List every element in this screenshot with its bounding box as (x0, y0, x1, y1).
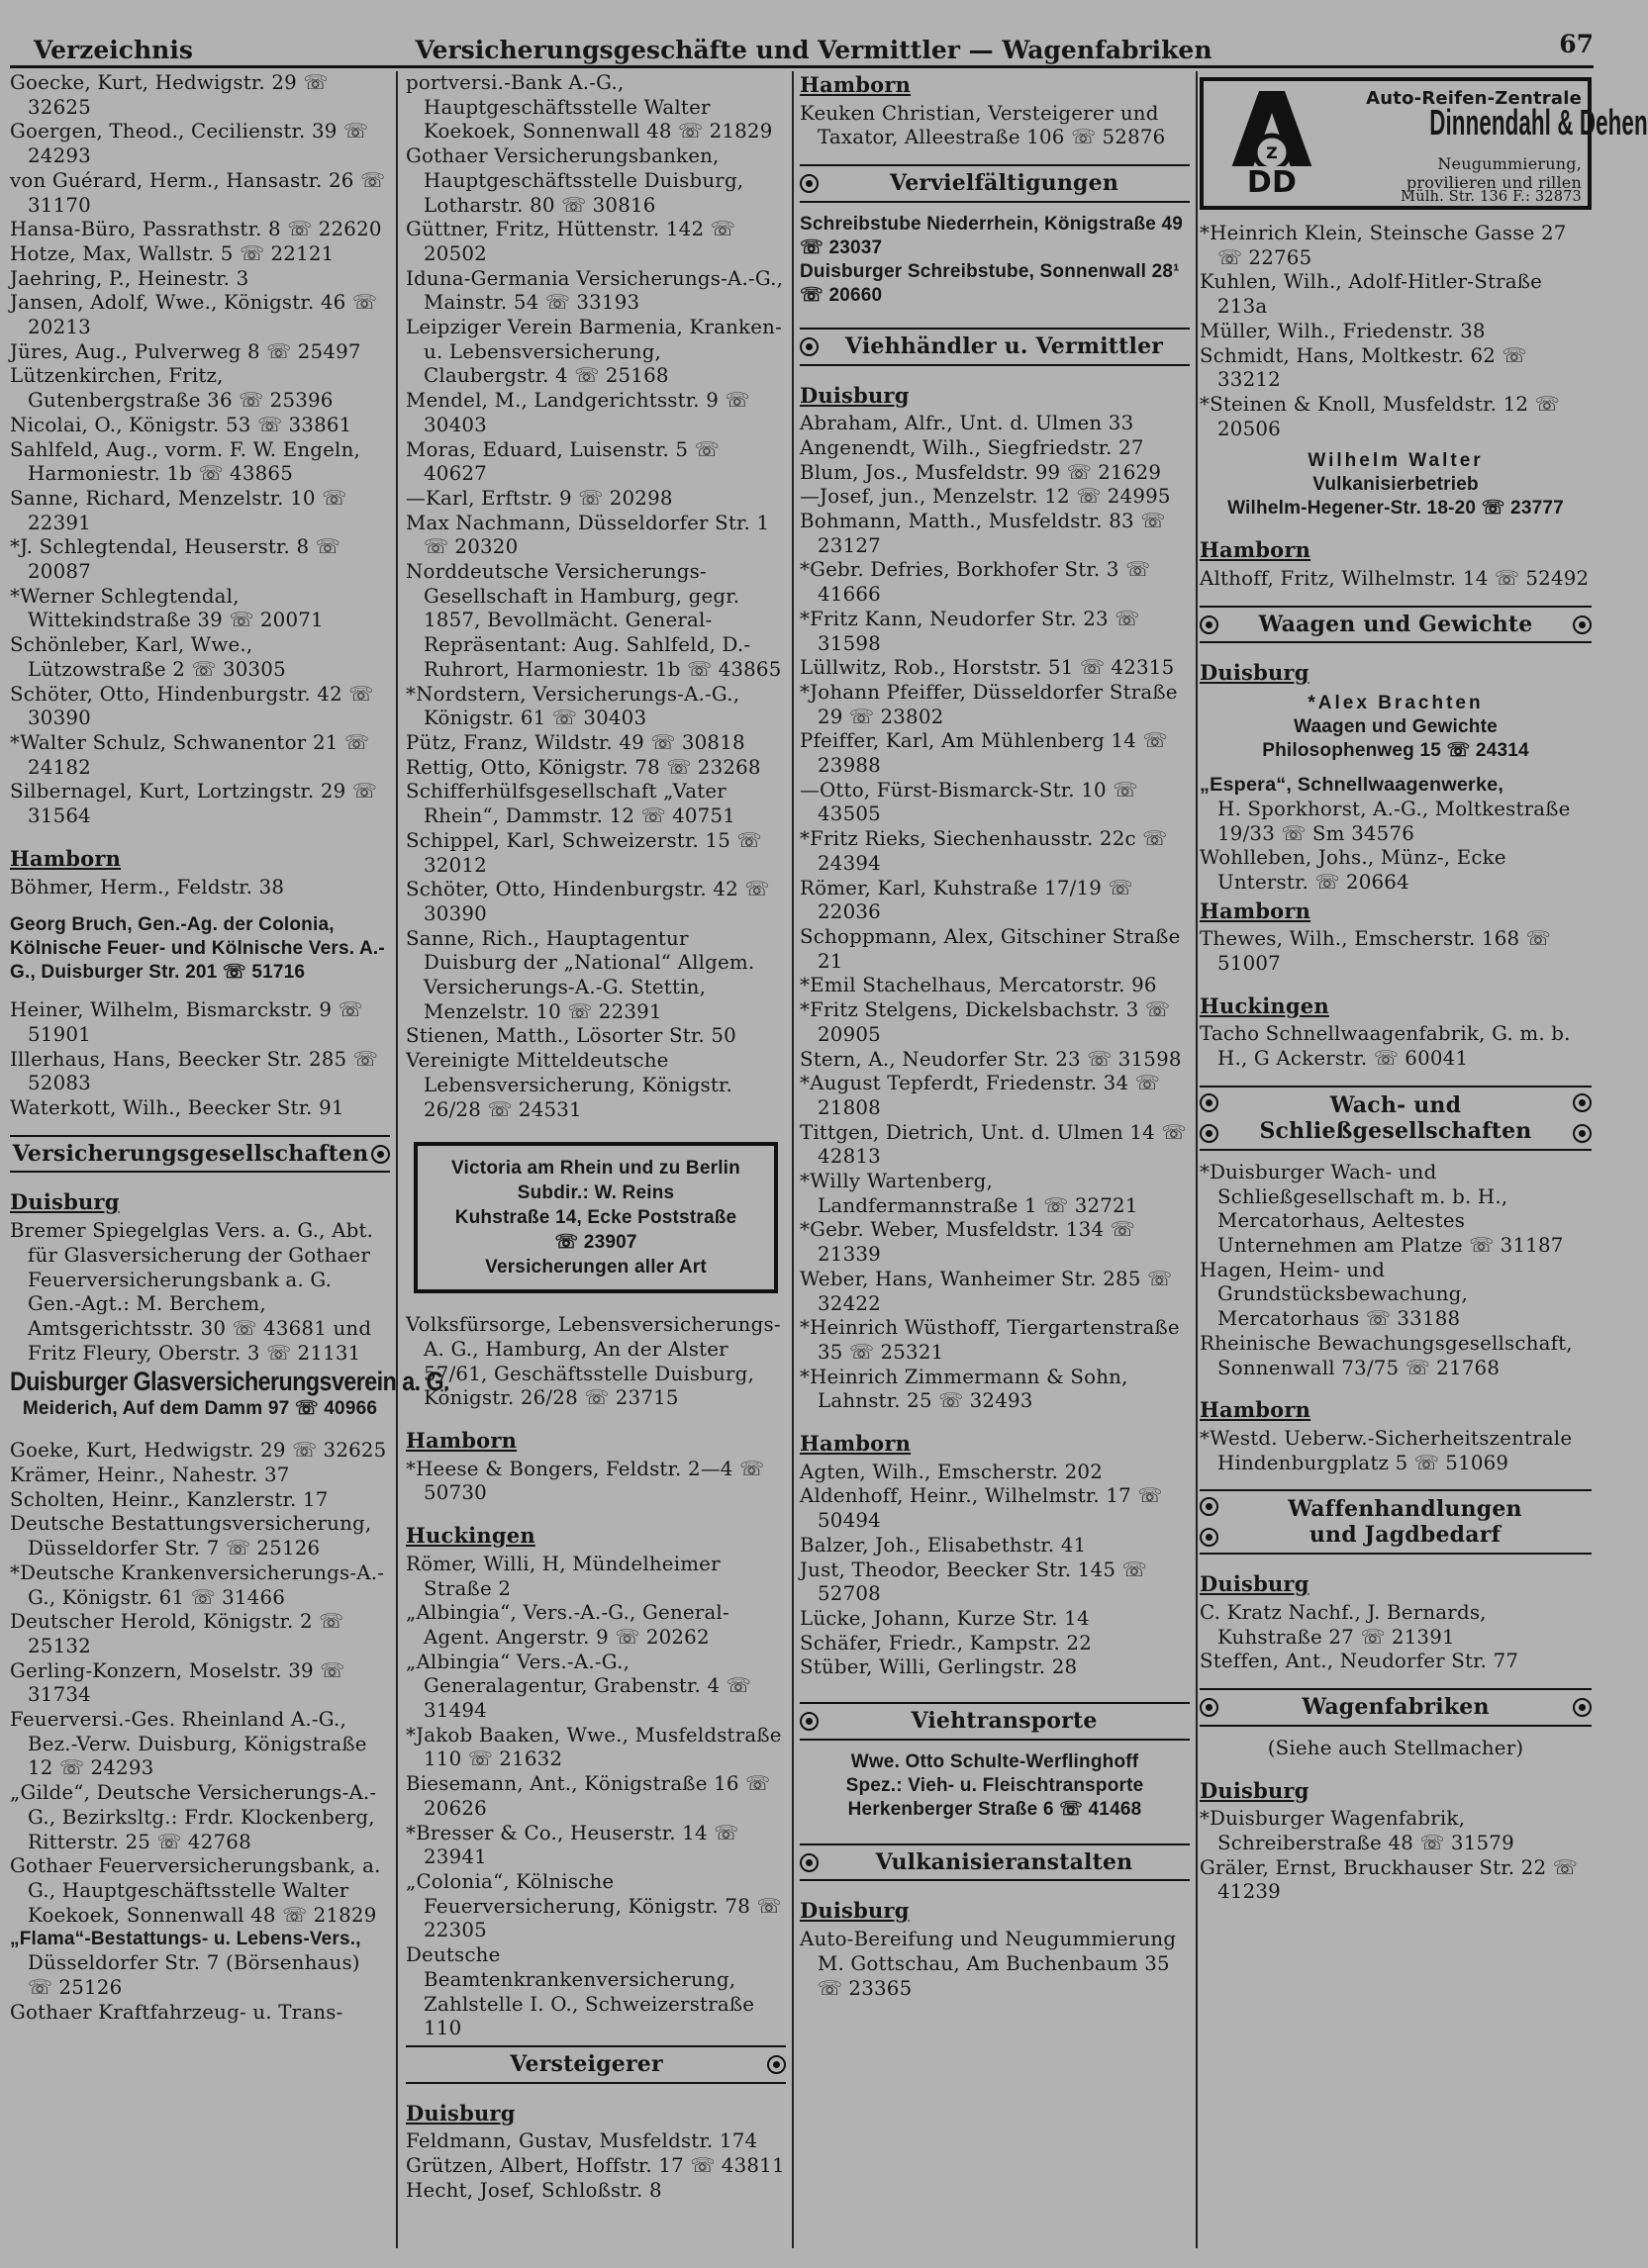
section-heading (406, 2045, 786, 2084)
location-heading: Hamborn (10, 845, 122, 871)
list-item: *Fritz Rieks, Siechenhausstr. 22c ☏ 24394 (800, 827, 1168, 875)
section-heading (800, 164, 1190, 203)
section-heading (800, 328, 1190, 366)
list-item: Lüllwitz, Rob., Horststr. 51 ☏ 42315 (800, 656, 1175, 680)
bullet-ring-icon (1573, 615, 1592, 634)
cross-reference-note: (Siehe auch Stellmacher) (1267, 1736, 1524, 1759)
list-item: Gothaer Feuerversicherungsbank, a. G., Hauptgeschäftsstelle Walter Koekoek, Sonnenwall 48 ☏ 21829 (10, 1854, 381, 1927)
advert-line: Neugummierung, (1437, 154, 1582, 173)
list-item: „Albingia“ Vers.-A.-G., Generalagentur, Grabenstr. 4 ☏ 31494 (406, 1650, 751, 1723)
list-item: *Heinrich Zimmermann & Sohn, Lahnstr. 25 ☏ 32493 (800, 1365, 1128, 1413)
list-item: Steffen, Ant., Neudorfer Str. 77 (1200, 1650, 1519, 1673)
list-item: Grützen, Albert, Hoffstr. 17 ☏ 43811 (406, 2154, 785, 2178)
section-title-line: Waffenhandlungen (1288, 1496, 1522, 1523)
section-heading (1200, 1688, 1592, 1727)
list-item: Sahlfeld, Aug., vorm. F. W. Engeln, Harmoniestr. 1b ☏ 43865 (10, 437, 360, 486)
column-divider (1196, 71, 1198, 2248)
list-item: Vereinigte Mitteldeutsche Lebensversicherung, Königstr. 26/28 ☏ 24531 (406, 1049, 732, 1121)
bullet-ring-icon (1573, 1124, 1592, 1143)
list-item: „Gilde“, Deutsche Versicherungs-A.-G., Bezirksltg.: Frdr. Klockenberg, Ritterstr. 25 ☏ 42768 (10, 1781, 377, 1853)
page-number: 67 (1559, 30, 1594, 58)
list-item: Stüber, Willi, Gerlingstr. 28 (800, 1655, 1078, 1679)
advert-schreibstube-niederrhein: Schreibstube Niederrhein, Königstraße 49 ☏ 23037 (800, 213, 1184, 258)
section-title-line: Schließgesellschaften (1259, 1117, 1532, 1144)
list-item: Silbernagel, Kurt, Lortzingstr. 29 ☏ 31564 (10, 780, 377, 828)
advert-line: Spez.: Vieh- u. Fleischtransporte (845, 1774, 1144, 1796)
list-item: *Walter Schulz, Schwanentor 21 ☏ 24182 (10, 730, 369, 779)
list-item: *Fritz Stelgens, Dickelsbachstr. 3 ☏ 20905 (800, 998, 1170, 1046)
advert-line: Herkenberger Straße 6 ☏ 41468 (847, 1798, 1142, 1820)
list-item: Aldenhoff, Heinr., Wilhelmstr. 17 ☏ 50494 (800, 1484, 1163, 1533)
list-item: Schoppmann, Alex, Gitschiner Straße 21 (800, 924, 1181, 973)
location-heading: Hamborn (800, 72, 912, 97)
location-heading: Duisburg (1200, 660, 1309, 686)
bullet-ring-icon (1200, 615, 1218, 634)
location-heading: Duisburg (800, 1898, 910, 1924)
list-item: Weber, Hans, Wanheimer Str. 285 ☏ 32422 (800, 1267, 1173, 1315)
list-item: Lützenkirchen, Fritz, Gutenbergstraße 36 ☏ 25396 (10, 364, 334, 413)
advert-glasversicherung-address: Meiderich, Auf dem Damm 97 ☏ 40966 (22, 1398, 378, 1420)
location-heading: Hamborn (1200, 537, 1311, 563)
section-heading (1200, 1086, 1592, 1151)
list-item: Schmidt, Hans, Moltkestr. 62 ☏ 33212 (1200, 343, 1527, 392)
list-item: Sanne, Rich., Hauptagentur Duisburg der „National“ Allgem. Versicherungs-A.-G. Stettin, Menzelstr. 10 ☏ 22391 (406, 926, 755, 1023)
column-divider (792, 71, 794, 2248)
advert-bruch: Georg Bruch, Gen.-Ag. der Colonia, Kölnische Feuer- und Kölnische Vers. A.-G., Duisburger Str. 201 ☏ 51716 (10, 914, 385, 984)
location-heading: Hamborn (800, 1431, 912, 1457)
advert-line: Philosophenweg 15 ☏ 24314 (1262, 740, 1529, 762)
list-item: Hansa-Büro, Passrathstr. 8 ☏ 22620 (10, 218, 382, 241)
list-item: Auto-Bereifung und Neugummierung M. Gottschau, Am Buchenbaum 35 ☏ 23365 (800, 1928, 1177, 2000)
column-3 (800, 71, 1190, 2248)
list-item: Jüres, Aug., Pulverweg 8 ☏ 25497 (10, 339, 361, 363)
list-item: —Otto, Fürst-Bismarck-Str. 10 ☏ 43505 (800, 778, 1138, 826)
location-heading: Huckingen (1200, 992, 1329, 1018)
list-item: Norddeutsche Versicherungs-Gesellschaft in Hamburg, gegr. 1857, Bevollmächt. General-Repräsentant: Aug. Sahlfeld, D.-Ruhrort, Harmoniestr. 1b ☏ 43865 (406, 560, 782, 681)
header-left: Verzeichnis (34, 36, 193, 64)
list-item: *Johann Pfeiffer, Düsseldorfer Straße 29 ☏ 23802 (800, 680, 1178, 728)
list-item: Feldmann, Gustav, Musfeldstr. 174 (406, 2129, 758, 2153)
list-item: Böhmer, Herm., Feldstr. 38 (10, 875, 285, 898)
list-item: Lücke, Johann, Kurze Str. 14 (800, 1606, 1090, 1630)
list-item: Jaehring, P., Heinestr. 3 (10, 266, 249, 290)
location-heading: Duisburg (406, 2100, 516, 2126)
list-item: Illerhaus, Hans, Beecker Str. 285 ☏ 52083 (10, 1047, 378, 1095)
list-item: Kuhlen, Wilh., Adolf-Hitler-Straße 213a (1200, 270, 1543, 319)
list-item: Balzer, Joh., Elisabethstr. 41 (800, 1533, 1087, 1557)
list-item: Gerling-Konzern, Moselstr. 39 ☏ 31734 (10, 1658, 345, 1707)
section-title: Wagenfabriken (1302, 1694, 1490, 1721)
list-item: —Josef, jun., Menzelstr. 12 ☏ 24995 (800, 485, 1171, 509)
list-item: *Steinen & Knoll, Musfeldstr. 12 ☏ 20506 (1200, 392, 1560, 440)
advert-line: Wilhelm-Hegener-Str. 18-20 ☏ 23777 (1227, 498, 1564, 520)
advert-line: Versicherungen aller Art (485, 1257, 707, 1278)
list-item: Agten, Wilh., Emscherstr. 202 (800, 1460, 1104, 1483)
bullet-ring-icon (800, 1853, 819, 1872)
list-item: Waterkott, Wilh., Beecker Str. 91 (10, 1096, 344, 1120)
list-item: Schifferhülfsgesellschaft „Vater Rhein“, Dammstr. 12 ☏ 40751 (406, 780, 736, 828)
advert-company-name: Dinnendahl & Dehen (1429, 102, 1648, 142)
list-item: Bohmann, Matth., Musfeldstr. 83 ☏ 23127 (800, 510, 1166, 557)
list-item: *Emil Stachelhaus, Mercatorstr. 96 (800, 974, 1157, 997)
list-item: Schönleber, Karl, Wwe., Lützowstraße 2 ☏ 30305 (10, 633, 286, 681)
logo-z: Z (1266, 143, 1278, 162)
section-title: Viehhändler u. Vermittler (844, 332, 1164, 359)
list-item: Schöter, Otto, Hindenburgstr. 42 ☏ 30390 (10, 682, 374, 730)
list-item: *J. Schlegtendal, Heuserstr. 8 ☏ 20087 (10, 535, 340, 584)
advert-dinnendahl-dehen (1200, 77, 1648, 210)
list-item: Mendel, M., Landgerichtsstr. 9 ☏ 30403 (406, 389, 750, 436)
advert-alex-brachten (1200, 692, 1592, 763)
bullet-ring-icon (1200, 1093, 1218, 1112)
column-2 (406, 71, 786, 2248)
list-item: Gräler, Ernst, Bruckhauser Str. 22 ☏ 41239 (1200, 1855, 1578, 1904)
section-title: Versteigerer (510, 2050, 663, 2077)
advert-line: Wwe. Otto Schulte-Werflinghoff (850, 1750, 1139, 1772)
list-item: Römer, Willi, H, Mündelheimer Straße 2 (406, 1552, 721, 1600)
location-heading: Duisburg (1200, 1571, 1309, 1597)
advert-schulte-werflinghoff (800, 1750, 1190, 1822)
list-item: Goeke, Kurt, Hedwigstr. 29 ☏ 32625 (10, 1439, 387, 1463)
list-item: Scholten, Heinr., Kanzlerstr. 17 (10, 1487, 329, 1511)
list-item: *Westd. Ueberw.-Sicherheitszentrale Hindenburgplatz 5 ☏ 51069 (1200, 1426, 1573, 1474)
advert-line: Auto-Reifen-Zentrale (1366, 88, 1582, 109)
section-title (1218, 1092, 1573, 1144)
list-item: Thewes, Wilh., Emscherstr. 168 ☏ 51007 (1200, 927, 1551, 976)
list-item: Bremer Spiegelglas Vers. a. G., Abt. für Glasversicherung der Gothaer Feuerversicherungsbank a. G. Gen.-Agt.: M. Berchem, Amtsgerichtsstr. 30 ☏ 43681 und Fritz Fleury, Oberstr. 3 ☏ 21131 (10, 1219, 374, 1365)
list-item: Stern, A., Neudorfer Str. 23 ☏ 31598 (800, 1047, 1182, 1071)
list-item: Abraham, Alfr., Unt. d. Ulmen 33 (800, 412, 1134, 435)
list-item: *Heinrich Klein, Steinsche Gasse 27 ☏ 22765 (1200, 222, 1567, 269)
bullet-ring-icon (371, 1145, 390, 1164)
advert-line: Kuhstraße 14, Ecke Poststraße (454, 1207, 737, 1229)
list-item: Schäfer, Friedr., Kampstr. 22 (800, 1631, 1092, 1654)
location-heading: Duisburg (10, 1189, 120, 1215)
advert-glasversicherung-name: Duisburger Glasversicherungsverein a. G. (10, 1367, 449, 1397)
list-item: *Gebr. Defries, Borkhofer Str. 3 ☏ 41666 (800, 558, 1151, 607)
list-item: *Willy Wartenberg, Landfermannstraße 1 ☏ 32721 (800, 1170, 1138, 1217)
list-item: Biesemann, Ant., Königstraße 16 ☏ 20626 (406, 1772, 771, 1820)
list-item: *Fritz Kann, Neudorfer Str. 23 ☏ 31598 (800, 607, 1140, 655)
list-item: „Espera“, Schnellwaagenwerke, (1200, 774, 1504, 797)
advert-line: Wilhelm Walter (1308, 450, 1484, 472)
column-4 (1200, 71, 1648, 2248)
advert-line: provilieren und rillen (1406, 173, 1582, 192)
advert-line: ☏ 23907 (554, 1232, 637, 1254)
bullet-ring-icon (1573, 1093, 1592, 1112)
list-item: Hagen, Heim- und Grundstücksbewachung, Mercatorhaus ☏ 33188 (1200, 1258, 1469, 1331)
list-item: Angenendt, Wilh., Siegfriedstr. 27 (800, 435, 1144, 459)
list-item: *Duisburger Wach- und Schließgesellschaft m. b. H., Mercatorhaus, Aeltestes Unternehmen am Platze ☏ 31187 (1200, 1160, 1564, 1257)
list-item: von Guérard, Herm., Hansastr. 26 ☏ 31170 (10, 168, 386, 217)
advert-line: Vulkanisierbetrieb (1312, 474, 1479, 496)
list-item: Max Nachmann, Düsseldorfer Str. 1 ☏ 20320 (406, 511, 770, 559)
section-heading (10, 1135, 390, 1174)
bullet-ring-icon (800, 337, 819, 356)
list-item: Althoff, Fritz, Wilhelmstr. 14 ☏ 52492 (1200, 567, 1590, 591)
list-item: Düsseldorfer Str. 7 (Börsenhaus) ☏ 25126 (28, 1951, 360, 2000)
list-item: Heiner, Wilhelm, Bismarckstr. 9 ☏ 51901 (10, 998, 363, 1046)
list-item: H. Sporkhorst, A.-G., Moltkestraße 19/33 ☏ Sm 34576 (1217, 797, 1571, 845)
list-item: Jansen, Adolf, Wwe., Königstr. 46 ☏ 20213 (10, 291, 377, 339)
list-item: Volksfürsorge, Lebensversicherungs-A. G., Hamburg, An der Alster 57/61, Geschäftsstelle Duisburg, Königstr. 26/28 ☏ 23715 (406, 1313, 781, 1410)
list-item: *Werner Schlegtendal, Wittekindstraße 39 ☏ 20071 (10, 584, 324, 632)
list-item: Feuerversi.-Ges. Rheinland A.-G., Bez.-Verw. Duisburg, Königstraße 12 ☏ 24293 (10, 1708, 367, 1780)
list-item: Gothaer Kraftfahrzeug- u. Trans- (10, 2000, 343, 2024)
list-item: Güttner, Fritz, Hüttenstr. 142 ☏ 20502 (406, 218, 735, 265)
list-item: —Karl, Erftstr. 9 ☏ 20298 (406, 486, 673, 510)
location-heading: Hamborn (1200, 1397, 1311, 1423)
list-item: *Heese & Bongers, Feldstr. 2—4 ☏ 50730 (406, 1457, 765, 1505)
bullet-ring-icon (1200, 1497, 1218, 1516)
section-title: Vervielfältigungen (889, 170, 1119, 197)
list-item: Römer, Karl, Kuhstraße 17/19 ☏ 22036 (800, 876, 1133, 924)
list-item: *Deutsche Krankenversicherungs-A.-G., Königstr. 61 ☏ 31466 (10, 1560, 385, 1609)
list-item: Nicolai, O., Königstr. 53 ☏ 33861 (10, 413, 352, 436)
list-item: Tacho Schnellwaagenfabrik, G. m. b. H., G Ackerstr. ☏ 60041 (1200, 1022, 1571, 1071)
page-header (34, 30, 1594, 67)
section-title-line: Wach- und (1329, 1091, 1462, 1118)
list-item: Deutsche Beamtenkrankenversicherung, Zahlstelle I. O., Schweizerstraße 110 (406, 1943, 755, 2040)
list-item: Müller, Wilh., Friedenstr. 38 (1200, 319, 1486, 342)
list-item: Pfeiffer, Karl, Am Mühlenberg 14 ☏ 23988 (800, 729, 1168, 778)
advert-victoria (414, 1142, 778, 1293)
bullet-ring-icon (767, 2055, 786, 2074)
location-heading: Huckingen (406, 1523, 535, 1549)
list-item: *Bresser & Co., Heuserstr. 14 ☏ 23941 (406, 1821, 739, 1869)
advert-duisburger-schreibstube: Duisburger Schreibstube, Sonnenwall 28¹ ☏ 20660 (800, 260, 1180, 306)
list-item: Moras, Eduard, Luisenstr. 5 ☏ 40627 (406, 437, 720, 486)
list-item: *Gebr. Weber, Musfeldstr. 134 ☏ 21339 (800, 1218, 1135, 1267)
list-item: Rettig, Otto, Königstr. 78 ☏ 23268 (406, 755, 761, 779)
auto-reifen-logo-icon (1213, 87, 1330, 200)
list-item: Goergen, Theod., Cecilienstr. 39 ☏ 24293 (10, 120, 368, 168)
list-item: Tittgen, Dietrich, Unt. d. Ulmen 14 ☏ 42813 (800, 1120, 1187, 1169)
column-divider (396, 71, 398, 2248)
list-item: Schöter, Otto, Hindenburgstr. 42 ☏ 30390 (406, 878, 770, 925)
list-item: *August Tepferdt, Friedenstr. 34 ☏ 21808 (800, 1072, 1160, 1119)
list-item: Blum, Jos., Musfeldstr. 99 ☏ 21629 (800, 460, 1162, 484)
advert-line: Waagen und Gewichte (1294, 716, 1498, 738)
list-item: Rheinische Bewachungsgesellschaft, Sonnenwall 73/75 ☏ 21768 (1200, 1331, 1573, 1379)
advert-line: Subdir.: W. Reins (517, 1182, 675, 1204)
section-title: Waagen und Gewichte (1258, 611, 1533, 637)
section-heading (1200, 1489, 1592, 1555)
section-title: Versicherungsgesellschaften (12, 1140, 369, 1167)
logo-letters: DD (1246, 165, 1298, 200)
location-heading: Hamborn (406, 1428, 518, 1454)
list-item: Hecht, Josef, Schloßstr. 8 (406, 2178, 662, 2202)
list-item: Leipziger Verein Barmenia, Kranken- u. Lebensversicherung, Claubergstr. 4 ☏ 25168 (406, 316, 782, 388)
list-item: *Heinrich Wüsthoff, Tiergartenstraße 35 ☏ 25321 (800, 1316, 1180, 1364)
list-item: Wohlleben, Johs., Münz-, Ecke Unterstr. ☏ 20664 (1200, 846, 1506, 894)
list-item: Pütz, Franz, Wildstr. 49 ☏ 30818 (406, 730, 745, 754)
list-item: *Nordstern, Versicherungs-A.-G., Königstr. 61 ☏ 30403 (406, 682, 740, 730)
list-item: Sanne, Richard, Menzelstr. 10 ☏ 22391 (10, 486, 347, 534)
list-item: Stienen, Matth., Lösorter Str. 50 (406, 1024, 736, 1048)
list-item: Just, Theodor, Beecker Str. 145 ☏ 52708 (800, 1558, 1147, 1606)
list-item: Hotze, Max, Wallstr. 5 ☏ 22121 (10, 241, 335, 265)
list-item: Schippel, Karl, Schweizerstr. 15 ☏ 32012 (406, 828, 762, 877)
list-item: Keuken Christian, Versteigerer und Taxator, Alleestraße 106 ☏ 52876 (800, 101, 1166, 149)
header-rule (10, 65, 1594, 68)
list-item: Gothaer Versicherungsbanken, Hauptgeschäftsstelle Duisburg, Lotharstr. 80 ☏ 30816 (406, 144, 744, 217)
list-item: Krämer, Heinr., Nahestr. 37 (10, 1464, 290, 1487)
header-title: Versicherungsgeschäfte und Vermittler — Wagenfabriken (415, 36, 1212, 64)
entry-list (10, 71, 390, 829)
section-title: Viehtransporte (911, 1708, 1098, 1735)
list-item: „Albingia“, Vers.-A.-G., General-Agent. Angerstr. 9 ☏ 20262 (406, 1601, 729, 1649)
list-item: portversi.-Bank A.-G., Hauptgeschäftsstelle Walter Koekoek, Sonnenwall 48 ☏ 21829 (406, 71, 773, 143)
bullet-ring-icon (1200, 1124, 1218, 1143)
section-title: Vulkanisieranstalten (875, 1848, 1133, 1875)
advert-address: Mülh. Str. 136 F.: 32873 (1401, 189, 1582, 205)
bullet-ring-icon (1200, 1528, 1218, 1547)
list-item: Deutsche Bestattungsversicherung, Düsseldorfer Str. 7 ☏ 25126 (10, 1512, 372, 1560)
location-heading: Hamborn (1200, 898, 1311, 923)
bullet-ring-icon (800, 1712, 819, 1731)
location-heading: Duisburg (800, 382, 910, 408)
section-heading (1200, 606, 1592, 644)
list-item: *Jakob Baaken, Wwe., Musfeldstraße 110 ☏ 21632 (406, 1723, 782, 1771)
advert-line: *Alex Brachten (1308, 693, 1484, 714)
list-item: C. Kratz Nachf., J. Bernards, Kuhstraße 27 ☏ 21391 (1200, 1601, 1487, 1649)
list-item: Deutscher Herold, Königstr. 2 ☏ 25132 (10, 1610, 344, 1657)
bullet-ring-icon (800, 174, 819, 193)
column-1 (10, 71, 449, 2248)
bullet-ring-icon (1573, 1698, 1592, 1717)
section-heading (800, 1702, 1190, 1741)
section-heading (800, 1843, 1190, 1882)
section-title (1218, 1496, 1592, 1548)
bullet-ring-icon (1200, 1698, 1218, 1717)
list-item: „Colonia“, Kölnische Feuerversicherung, Königstr. 78 ☏ 22305 (406, 1870, 782, 1942)
advert-line: Victoria am Rhein und zu Berlin (451, 1158, 740, 1180)
list-item: *Duisburger Wagenfabrik, Schreiberstraße 48 ☏ 31579 (1200, 1807, 1514, 1854)
section-title-line: und Jagdbedarf (1309, 1522, 1502, 1549)
location-heading: Duisburg (1200, 1777, 1309, 1803)
advert-flama: „Flama“-Bestattungs- u. Lebens-Vers., (10, 1929, 361, 1950)
list-item: Goecke, Kurt, Hedwigstr. 29 ☏ 32625 (10, 71, 329, 119)
advert-wilhelm-walter (1200, 449, 1592, 520)
list-item: Iduna-Germania Versicherungs-A.-G., Mainstr. 54 ☏ 33193 (406, 266, 784, 315)
